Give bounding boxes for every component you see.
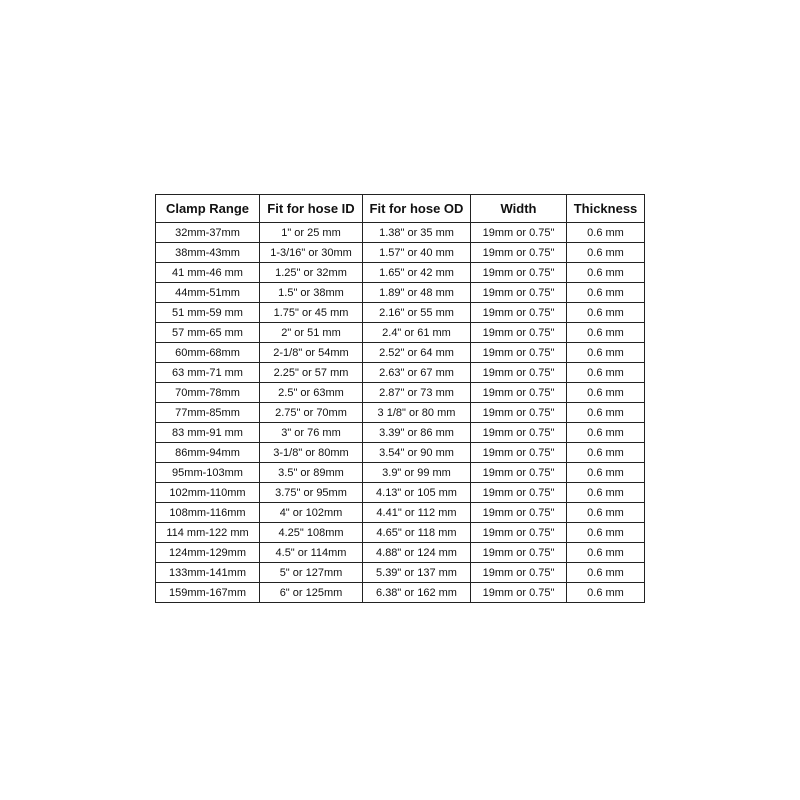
clamp-range-cell: 57 mm-65 mm (156, 323, 260, 343)
clamp-range-cell: 114 mm-122 mm (156, 523, 260, 543)
hose-id-cell: 3-1/8" or 80mm (260, 443, 363, 463)
thickness-cell: 0.6 mm (567, 283, 645, 303)
hose-id-cell: 4.5" or 114mm (260, 543, 363, 563)
hose-id-cell: 2.25" or 57 mm (260, 363, 363, 383)
clamp-range-cell: 86mm-94mm (156, 443, 260, 463)
width-cell: 19mm or 0.75" (471, 243, 567, 263)
header-row (156, 195, 645, 223)
table-row (156, 383, 645, 403)
width-cell: 19mm or 0.75" (471, 323, 567, 343)
width-cell: 19mm or 0.75" (471, 563, 567, 583)
clamp-range-cell: 32mm-37mm (156, 223, 260, 243)
header-thickness: Thickness (567, 195, 645, 223)
table-row (156, 563, 645, 583)
width-cell: 19mm or 0.75" (471, 303, 567, 323)
clamp-range-cell: 159mm-167mm (156, 583, 260, 603)
hose-od-cell: 3.54" or 90 mm (363, 443, 471, 463)
hose-od-cell: 4.13" or 105 mm (363, 483, 471, 503)
table-row (156, 323, 645, 343)
hose-od-cell: 4.65" or 118 mm (363, 523, 471, 543)
width-cell: 19mm or 0.75" (471, 423, 567, 443)
clamp-range-cell: 102mm-110mm (156, 483, 260, 503)
width-cell: 19mm or 0.75" (471, 463, 567, 483)
thickness-cell: 0.6 mm (567, 563, 645, 583)
clamp-range-cell: 124mm-129mm (156, 543, 260, 563)
hose-od-cell: 2.87" or 73 mm (363, 383, 471, 403)
width-cell: 19mm or 0.75" (471, 403, 567, 423)
width-cell: 19mm or 0.75" (471, 523, 567, 543)
thickness-cell: 0.6 mm (567, 363, 645, 383)
thickness-cell: 0.6 mm (567, 303, 645, 323)
clamp-range-cell: 95mm-103mm (156, 463, 260, 483)
hose-od-cell: 1.89" or 48 mm (363, 283, 471, 303)
hose-id-cell: 5" or 127mm (260, 563, 363, 583)
thickness-cell: 0.6 mm (567, 543, 645, 563)
hose-od-cell: 6.38" or 162 mm (363, 583, 471, 603)
table-row (156, 583, 645, 603)
hose-id-cell: 1.25" or 32mm (260, 263, 363, 283)
table-row (156, 363, 645, 383)
hose-id-cell: 1.5" or 38mm (260, 283, 363, 303)
hose-id-cell: 1" or 25 mm (260, 223, 363, 243)
table-body (156, 223, 645, 603)
thickness-cell: 0.6 mm (567, 523, 645, 543)
hose-id-cell: 2-1/8" or 54mm (260, 343, 363, 363)
table-row (156, 343, 645, 363)
thickness-cell: 0.6 mm (567, 383, 645, 403)
hose-od-cell: 1.57" or 40 mm (363, 243, 471, 263)
header-hose-id: Fit for hose ID (260, 195, 363, 223)
hose-od-cell: 1.38" or 35 mm (363, 223, 471, 243)
table-header (156, 195, 645, 223)
table-row (156, 423, 645, 443)
table-row (156, 243, 645, 263)
hose-od-cell: 1.65" or 42 mm (363, 263, 471, 283)
hose-id-cell: 2" or 51 mm (260, 323, 363, 343)
hose-od-cell: 3.39" or 86 mm (363, 423, 471, 443)
thickness-cell: 0.6 mm (567, 423, 645, 443)
thickness-cell: 0.6 mm (567, 403, 645, 423)
table-row (156, 223, 645, 243)
thickness-cell: 0.6 mm (567, 263, 645, 283)
clamp-range-cell: 133mm-141mm (156, 563, 260, 583)
clamp-range-cell: 70mm-78mm (156, 383, 260, 403)
thickness-cell: 0.6 mm (567, 483, 645, 503)
hose-id-cell: 3" or 76 mm (260, 423, 363, 443)
hose-od-cell: 5.39" or 137 mm (363, 563, 471, 583)
hose-id-cell: 2.5" or 63mm (260, 383, 363, 403)
clamp-range-cell: 41 mm-46 mm (156, 263, 260, 283)
table-row (156, 483, 645, 503)
clamp-spec-table (155, 194, 645, 603)
width-cell: 19mm or 0.75" (471, 443, 567, 463)
hose-od-cell: 3 1/8" or 80 mm (363, 403, 471, 423)
hose-od-cell: 4.88" or 124 mm (363, 543, 471, 563)
hose-od-cell: 4.41" or 112 mm (363, 503, 471, 523)
thickness-cell: 0.6 mm (567, 583, 645, 603)
hose-od-cell: 2.52" or 64 mm (363, 343, 471, 363)
clamp-range-cell: 51 mm-59 mm (156, 303, 260, 323)
clamp-range-cell: 108mm-116mm (156, 503, 260, 523)
hose-id-cell: 3.75" or 95mm (260, 483, 363, 503)
table-row (156, 443, 645, 463)
clamp-range-cell: 63 mm-71 mm (156, 363, 260, 383)
clamp-range-cell: 38mm-43mm (156, 243, 260, 263)
clamp-range-cell: 44mm-51mm (156, 283, 260, 303)
width-cell: 19mm or 0.75" (471, 543, 567, 563)
hose-od-cell: 2.63" or 67 mm (363, 363, 471, 383)
thickness-cell: 0.6 mm (567, 323, 645, 343)
clamp-range-cell: 77mm-85mm (156, 403, 260, 423)
width-cell: 19mm or 0.75" (471, 363, 567, 383)
hose-id-cell: 4" or 102mm (260, 503, 363, 523)
hose-id-cell: 6" or 125mm (260, 583, 363, 603)
header-clamp-range: Clamp Range (156, 195, 260, 223)
hose-id-cell: 1-3/16" or 30mm (260, 243, 363, 263)
table-row (156, 303, 645, 323)
hose-id-cell: 2.75" or 70mm (260, 403, 363, 423)
table-row (156, 543, 645, 563)
thickness-cell: 0.6 mm (567, 443, 645, 463)
hose-id-cell: 4.25" 108mm (260, 523, 363, 543)
width-cell: 19mm or 0.75" (471, 343, 567, 363)
width-cell: 19mm or 0.75" (471, 483, 567, 503)
hose-od-cell: 2.16" or 55 mm (363, 303, 471, 323)
hose-od-cell: 2.4" or 61 mm (363, 323, 471, 343)
hose-id-cell: 1.75" or 45 mm (260, 303, 363, 323)
table-row (156, 463, 645, 483)
thickness-cell: 0.6 mm (567, 503, 645, 523)
width-cell: 19mm or 0.75" (471, 503, 567, 523)
table-row (156, 263, 645, 283)
thickness-cell: 0.6 mm (567, 343, 645, 363)
header-width: Width (471, 195, 567, 223)
width-cell: 19mm or 0.75" (471, 383, 567, 403)
thickness-cell: 0.6 mm (567, 223, 645, 243)
table-row (156, 403, 645, 423)
width-cell: 19mm or 0.75" (471, 283, 567, 303)
table-row (156, 523, 645, 543)
width-cell: 19mm or 0.75" (471, 223, 567, 243)
thickness-cell: 0.6 mm (567, 463, 645, 483)
table-row (156, 503, 645, 523)
thickness-cell: 0.6 mm (567, 243, 645, 263)
width-cell: 19mm or 0.75" (471, 583, 567, 603)
hose-od-cell: 3.9" or 99 mm (363, 463, 471, 483)
clamp-range-cell: 83 mm-91 mm (156, 423, 260, 443)
width-cell: 19mm or 0.75" (471, 263, 567, 283)
table-row (156, 283, 645, 303)
header-hose-od: Fit for hose OD (363, 195, 471, 223)
clamp-range-cell: 60mm-68mm (156, 343, 260, 363)
hose-id-cell: 3.5" or 89mm (260, 463, 363, 483)
